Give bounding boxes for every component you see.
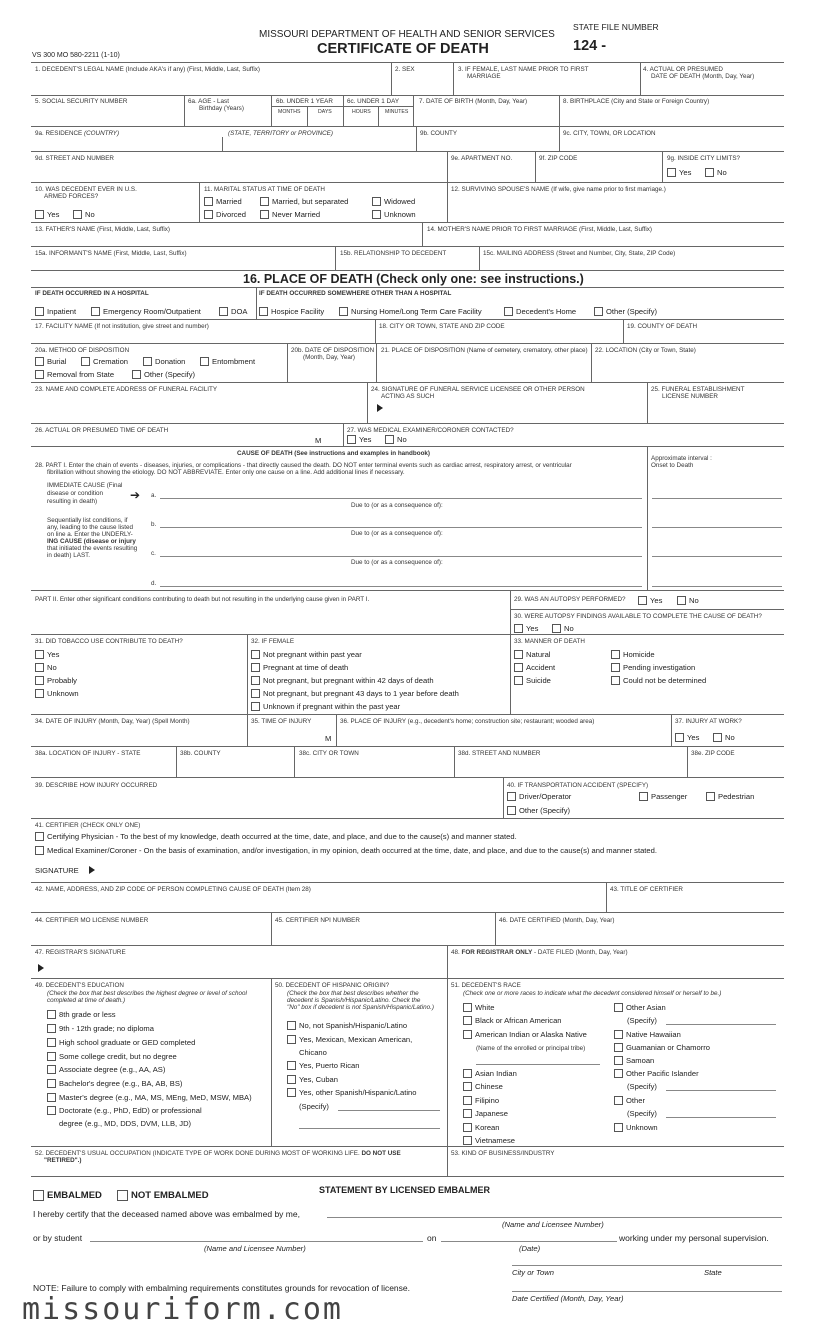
tobacco-probably[interactable]: Probably: [35, 676, 77, 685]
race-american-indian[interactable]: American Indian or Alaska Native: [463, 1030, 587, 1039]
field-20b-label-2: (Month, Day, Year): [303, 354, 356, 361]
field-5-label: 5. SOCIAL SECURITY NUMBER: [35, 98, 128, 105]
state-file-number-label: STATE FILE NUMBER: [573, 22, 659, 32]
disposition-burial[interactable]: Burial: [35, 357, 66, 366]
field-23-label: 23. NAME AND COMPLETE ADDRESS OF FUNERAL FACILITY: [35, 386, 218, 393]
field-3-label: 3. IF FEMALE, LAST NAME PRIOR TO FIRST: [458, 66, 589, 73]
sequential-label-3: on line a. Enter the UNDERLY-: [47, 531, 133, 538]
field-9d-label: 9d. STREET AND NUMBER: [35, 155, 114, 162]
hispanic-mexican[interactable]: Yes, Mexican, Mexican American,: [287, 1035, 412, 1044]
injury-time-meridian: M: [325, 734, 332, 743]
pregnant-at-death[interactable]: Pregnant at time of death: [251, 663, 348, 672]
field-38d-label: 38d. STREET AND NUMBER: [458, 750, 541, 757]
transport-pedestrian[interactable]: Pedestrian: [706, 792, 754, 801]
field-12-label: 12. SURVIVING SPOUSE'S NAME (If wife, give name prior to first marriage.): [451, 186, 666, 193]
field-14-label: 14. MOTHER'S NAME PRIOR TO FIRST MARRIAGE (First, Middle, Last, Suffix): [427, 226, 653, 233]
marital-married[interactable]: Married: [204, 197, 242, 206]
field-24-label: 24. SIGNATURE OF FUNERAL SERVICE LICENSEE OR OTHER PERSON: [371, 386, 585, 393]
field-50-label: 50. DECEDENT OF HISPANIC ORIGIN?: [275, 982, 390, 989]
field-32-label: 32. IF FEMALE: [251, 638, 295, 645]
field-49-label: 49. DECEDENT'S EDUCATION: [35, 982, 124, 989]
line-b-label: b.: [151, 521, 157, 528]
edu-master[interactable]: Master's degree (e.g., MA, MS, MEng, MeD, MSW, MBA): [47, 1093, 252, 1102]
embalmed-checkbox[interactable]: EMBALMED: [33, 1190, 102, 1201]
date-caption: (Date): [519, 1244, 541, 1253]
field-19-label: 19. COUNTY OF DEATH: [627, 323, 698, 330]
field-4-label: 4. ACTUAL OR PRESUMED: [643, 66, 723, 73]
race-filipino[interactable]: Filipino: [463, 1096, 499, 1105]
race-other-pacific[interactable]: Other Pacific Islander: [614, 1069, 699, 1078]
disposition-cremation[interactable]: Cremation: [81, 357, 128, 366]
hospital-label: IF DEATH OCCURRED IN A HOSPITAL: [35, 290, 149, 297]
field-11-label: 11. MARITAL STATUS AT TIME OF DEATH: [204, 186, 325, 193]
field-53-label: 53. KIND OF BUSINESS/INDUSTRY: [451, 1150, 555, 1157]
marital-separated[interactable]: Married, but separated: [260, 197, 348, 206]
by-student-text: or by student: [33, 1233, 83, 1243]
field-47-label: 47. REGISTRAR'S SIGNATURE: [35, 949, 126, 956]
field-41-label: 41. CERTIFIER (CHECK ONLY ONE): [35, 822, 141, 829]
part-1-instructions: 28. PART I. Enter the chain of events - diseases, injuries, or complications - that directly caused the death. DO NOT enter terminal events such as cardiac arrest, respiratory arrest, or ventricular: [35, 462, 572, 469]
not-pregnant[interactable]: Not pregnant within past year: [251, 650, 362, 659]
injury-work-no[interactable]: No: [713, 733, 735, 742]
signature-label: SIGNATURE: [35, 866, 79, 875]
field-43-label: 43. TITLE OF CERTIFIER: [610, 886, 683, 893]
race-other-asian-specify: (Specify): [627, 1016, 657, 1025]
field-1-label: 1. DECEDENT'S LEGAL NAME (Include AKA's if any) (First, Middle, Last, Suffix): [35, 66, 260, 73]
edu-some-college[interactable]: Some college credit, but no degree: [47, 1052, 177, 1061]
form-id: VS 300 MO 580-2211 (1-10): [32, 52, 120, 59]
field-31-label: 31. DID TOBACCO USE CONTRIBUTE TO DEATH?: [35, 638, 183, 645]
field-4-label-2: DATE OF DEATH (Month, Day, Year): [651, 73, 755, 80]
edu-8th-grade[interactable]: 8th grade or less: [47, 1010, 116, 1019]
field-20b-label: 20b. DATE OF DISPOSITION: [291, 347, 375, 354]
field-45-label: 45. CERTIFIER NPI NUMBER: [275, 917, 360, 924]
date-certified-caption: Date Certified (Month, Day, Year): [512, 1294, 624, 1303]
part-1-instructions-2: fibrillation without showing the etiology. DO NOT ABBREVIATE. Enter only one cause on a line. Add additional lines if necessary.: [47, 469, 405, 476]
place-inpatient[interactable]: Inpatient: [35, 307, 76, 316]
time-meridian-label: M: [315, 436, 322, 445]
field-46-label: 46. DATE CERTIFIED (Month, Day, Year): [499, 917, 615, 924]
coroner-no[interactable]: No: [385, 435, 407, 444]
race-pacific-specify: (Specify): [627, 1082, 657, 1091]
field-30-label: 30. WERE AUTOPSY FINDINGS AVAILABLE TO COMPLETE THE CAUSE OF DEATH?: [514, 613, 762, 620]
hispanic-no[interactable]: No, not Spanish/Hispanic/Latino: [287, 1021, 407, 1030]
department-name: MISSOURI DEPARTMENT OF HEALTH AND SENIOR SERVICES: [259, 29, 555, 40]
field-9e-label: 9e. APARTMENT NO.: [451, 155, 513, 162]
race-tribe-label: (Name of the enrolled or principal tribe): [476, 1045, 586, 1052]
field-52-label: 52. DECEDENT'S USUAL OCCUPATION (INDICATE TYPE OF WORK DONE DURING MOST OF WORKING LIFE. DO NOT USE: [35, 1150, 401, 1157]
due-to-c: Due to (or as a consequence of):: [351, 559, 443, 566]
transport-other[interactable]: Other (Specify): [507, 806, 570, 815]
certifier-physician[interactable]: Certifying Physician - To the best of my knowledge, death occurred at the time, date, and place, and due to the cause(s) and manner stated.: [35, 832, 517, 841]
place-other[interactable]: Other (Specify): [594, 307, 657, 316]
field-49-instr-2: completed at time of death.): [47, 997, 126, 1004]
field-21-label: 21. PLACE OF DISPOSITION (Name of cemetery, crematory, other place): [381, 347, 588, 354]
sequential-label-4: ING CAUSE (disease or injury: [47, 538, 136, 545]
race-samoan[interactable]: Samoan: [614, 1056, 654, 1065]
race-guamanian[interactable]: Guamanian or Chamorro: [614, 1043, 710, 1052]
other-place-label: IF DEATH OCCURRED SOMEWHERE OTHER THAN A HOSPITAL: [259, 290, 452, 297]
field-9c-label: 9c. CITY, TOWN, OR LOCATION: [563, 130, 656, 137]
sequential-label-5: that initiated the events resulting: [47, 545, 138, 552]
hours-label: HOURS: [352, 109, 371, 115]
line-d-label: d.: [151, 580, 157, 587]
field-7-label: 7. DATE OF BIRTH (Month, Day, Year): [419, 98, 528, 105]
manner-natural[interactable]: Natural: [514, 650, 550, 659]
field-52-label-2: "RETIRED".): [44, 1157, 82, 1164]
field-10-label-2: ARMED FORCES?: [44, 193, 99, 200]
field-27-label: 27. WAS MEDICAL EXAMINER/CORONER CONTACTED?: [347, 427, 514, 434]
field-39-label: 39. DESCRIBE HOW INJURY OCCURRED: [35, 782, 158, 789]
field-37-label: 37. INJURY AT WORK?: [675, 718, 742, 725]
arrow-right-icon: ➔: [130, 488, 141, 502]
immediate-cause-label-2: disease or condition: [47, 490, 104, 497]
signature-arrow-icon: [377, 404, 383, 412]
autopsy-no[interactable]: No: [677, 596, 699, 605]
edu-associate[interactable]: Associate degree (e.g., AA, AS): [47, 1065, 165, 1074]
days-label: DAYS: [318, 109, 332, 115]
watermark-logo: missouriform.com: [22, 1292, 343, 1327]
inside-city-yes[interactable]: Yes: [667, 168, 691, 177]
field-6a-label: 6a. AGE - Last: [188, 98, 229, 105]
field-49-instr: (Check the box that best describes the highest degree or level of school: [47, 990, 247, 997]
field-50-instr-3: "No" box if decedent is not Spanish/Hispanic/Latino.): [287, 1004, 434, 1011]
embalmer-certify-text: I hereby certify that the deceased named above was embalmed by me,: [33, 1209, 300, 1219]
coroner-yes[interactable]: Yes: [347, 435, 371, 444]
not-embalmed-checkbox[interactable]: NOT EMBALMED: [117, 1190, 209, 1201]
armed-forces-yes[interactable]: Yes: [35, 210, 59, 219]
tobacco-unknown[interactable]: Unknown: [35, 689, 79, 698]
hispanic-specify: (Specify): [299, 1102, 329, 1111]
inside-city-no[interactable]: No: [705, 168, 727, 177]
tobacco-no[interactable]: No: [35, 663, 57, 672]
field-17-label: 17. FACILITY NAME (If not institution, give street and number): [35, 323, 209, 330]
field-3-label-2: MARRIAGE: [467, 73, 501, 80]
field-26-label: 26. ACTUAL OR PRESUMED TIME OF DEATH: [35, 427, 169, 434]
field-10-label: 10. WAS DECEDENT EVER IN U.S.: [35, 186, 137, 193]
pregnant-42-days[interactable]: Not pregnant, but pregnant within 42 days of death: [251, 676, 434, 685]
place-nursing-home[interactable]: Nursing Home/Long Term Care Facility: [339, 307, 482, 316]
field-9f-label: 9f. ZIP CODE: [539, 155, 578, 162]
armed-forces-no[interactable]: No: [73, 210, 95, 219]
field-51-instr: (Check one or more races to indicate what the decedent considered himself or herself to be.): [463, 990, 722, 997]
transport-passenger[interactable]: Passenger: [639, 792, 687, 801]
place-of-death-heading: 16. PLACE OF DEATH (Check only one: see instructions.): [243, 272, 584, 286]
field-9b-label: 9b. COUNTY: [420, 130, 458, 137]
field-15a-label: 15a. INFORMANT'S NAME (First, Middle, Last, Suffix): [35, 250, 187, 257]
line-a-label: a.: [151, 492, 157, 499]
disposition-removal[interactable]: Removal from State: [35, 370, 114, 379]
field-42-label: 42. NAME, ADDRESS, AND ZIP CODE OF PERSON COMPLETING CAUSE OF DEATH (Item 28): [35, 886, 311, 893]
manner-suicide[interactable]: Suicide: [514, 676, 551, 685]
pregnant-unknown[interactable]: Unknown if pregnant within the past year: [251, 702, 400, 711]
race-white[interactable]: White: [463, 1003, 494, 1012]
edu-doctorate-2: degree (e.g., MD, DDS, DVM, LLB, JD): [59, 1119, 192, 1128]
disposition-entombment[interactable]: Entombment: [200, 357, 255, 366]
field-29-label: 29. WAS AN AUTOPSY PERFORMED?: [514, 596, 626, 603]
field-38a-label: 38a. LOCATION OF INJURY - STATE: [35, 750, 141, 757]
tobacco-yes[interactable]: Yes: [35, 650, 59, 659]
on-text: on: [427, 1233, 437, 1243]
state-caption: State: [704, 1268, 722, 1277]
field-6c-label: 6c. UNDER 1 DAY: [347, 98, 400, 105]
supervision-text: working under my personal supervision.: [619, 1233, 769, 1243]
edu-bachelor[interactable]: Bachelor's degree (e.g., BA, AB, BS): [47, 1079, 182, 1088]
field-50-instr-2: decedent is Spanish/Hispanic/Latino. Check the: [287, 997, 421, 1004]
hispanic-puerto-rican[interactable]: Yes, Puerto Rican: [287, 1061, 360, 1070]
field-24-label-2: ACTING AS SUCH: [381, 393, 435, 400]
field-9g-label: 9g. INSIDE CITY LIMITS?: [667, 155, 741, 162]
state-file-number: 124 -: [573, 38, 607, 54]
line-c-label: c.: [151, 550, 156, 557]
field-38b-label: 38b. COUNTY: [180, 750, 221, 757]
field-34-label: 34. DATE OF INJURY (Month, Day, Year) (Spell Month): [35, 718, 190, 725]
place-hospice[interactable]: Hospice Facility: [259, 307, 324, 316]
field-48-label: 48. FOR REGISTRAR ONLY - DATE FILED (Month, Day, Year): [451, 949, 628, 956]
place-doa[interactable]: DOA: [219, 307, 247, 316]
marital-divorced[interactable]: Divorced: [204, 210, 246, 219]
place-emergency-room[interactable]: Emergency Room/Outpatient: [91, 307, 201, 316]
race-japanese[interactable]: Japanese: [463, 1109, 508, 1118]
manner-undetermined[interactable]: Could not be determined: [611, 676, 706, 685]
edu-doctorate[interactable]: Doctorate (e.g., PhD, EdD) or professional: [47, 1106, 202, 1115]
cause-of-death-heading: CAUSE OF DEATH (See instructions and examples in handbook): [237, 450, 431, 457]
manner-accident[interactable]: Accident: [514, 663, 555, 672]
pregnant-43-days[interactable]: Not pregnant, but pregnant 43 days to 1 year before death: [251, 689, 459, 698]
marital-widowed[interactable]: Widowed: [372, 197, 415, 206]
embalming-note: NOTE: Failure to comply with embalming requirements constitutes grounds for revocation of license.: [33, 1283, 410, 1293]
part-2-label: PART II. Enter other significant conditions contributing to death but not resulting in the underlying cause given in PART I.: [35, 596, 370, 603]
edu-high-school[interactable]: High school graduate or GED completed: [47, 1038, 195, 1047]
marital-unknown[interactable]: Unknown: [372, 210, 416, 219]
field-25-label-2: LICENSE NUMBER: [662, 393, 718, 400]
interval-label-2: Onset to Death: [651, 462, 694, 469]
race-native-hawaiian[interactable]: Native Hawaiian: [614, 1030, 681, 1039]
field-20a-label: 20a. METHOD OF DISPOSITION: [35, 347, 130, 354]
form-title: CERTIFICATE OF DEATH: [317, 41, 489, 57]
sequential-label-6: in death) LAST.: [47, 552, 91, 559]
embalmer-statement-heading: STATEMENT BY LICENSED EMBALMER: [319, 1185, 491, 1195]
field-35-label: 35. TIME OF INJURY: [251, 718, 312, 725]
field-2-label: 2. SEX: [395, 66, 415, 73]
field-36-label: 36. PLACE OF INJURY (e.g., decedent's home; construction site; restaurant; wooded area): [340, 718, 595, 725]
sequential-label: Sequentially list conditions, if: [47, 517, 128, 524]
months-label: MONTHS: [278, 109, 301, 115]
field-15c-label: 15c. MAILING ADDRESS (Street and Number, City, State, ZIP Code): [483, 250, 676, 257]
hispanic-cuban[interactable]: Yes, Cuban: [287, 1075, 338, 1084]
race-unknown[interactable]: Unknown: [614, 1123, 658, 1132]
injury-work-yes[interactable]: Yes: [675, 733, 699, 742]
field-38e-label: 38e. ZIP CODE: [691, 750, 735, 757]
embalmer-name-caption: (Name and Licensee Number): [502, 1220, 604, 1229]
city-caption: City or Town: [512, 1268, 554, 1277]
due-to-a: Due to (or as a consequence of):: [351, 502, 443, 509]
decedent-name-input[interactable]: [35, 76, 387, 93]
student-name-caption: (Name and Licensee Number): [204, 1244, 306, 1253]
field-6b-label: 6b. UNDER 1 YEAR: [276, 98, 333, 105]
field-25-label: 25. FUNERAL ESTABLISHMENT: [651, 386, 745, 393]
field-9a-state-label: (STATE, TERRITORY or PROVINCE): [228, 130, 333, 137]
manner-homicide[interactable]: Homicide: [611, 650, 655, 659]
disposition-other[interactable]: Other (Specify): [132, 370, 195, 379]
minutes-label: MINUTES: [385, 109, 409, 115]
place-decedents-home[interactable]: Decedent's Home: [504, 307, 576, 316]
interval-label: Approximate interval :: [651, 455, 712, 462]
race-korean[interactable]: Korean: [463, 1123, 500, 1132]
findings-no[interactable]: No: [552, 624, 574, 633]
field-44-label: 44. CERTIFIER MO LICENSE NUMBER: [35, 917, 149, 924]
manner-pending[interactable]: Pending investigation: [611, 663, 695, 672]
race-asian-indian[interactable]: Asian Indian: [463, 1069, 517, 1078]
immediate-cause-label: IMMEDIATE CAUSE (Final: [47, 482, 123, 489]
field-8-label: 8. BIRTHPLACE (City and State or Foreign Country): [563, 98, 710, 105]
field-15b-label: 15b. RELATIONSHIP TO DECEDENT: [340, 250, 447, 257]
field-40-label: 40. IF TRANSPORTATION ACCIDENT (SPECIFY): [507, 782, 649, 789]
field-51-label: 51. DECEDENT'S RACE: [451, 982, 521, 989]
certifier-medical-examiner[interactable]: Medical Examiner/Coroner - On the basis of examination, and/or investigation, in my opinion, death occurred at the time, date, and place, and due to the cause(s) and manner stated.: [35, 846, 657, 855]
race-other[interactable]: Other: [614, 1096, 645, 1105]
field-50-instr: (Check the box that best describes whether the: [287, 990, 419, 997]
disposition-donation[interactable]: Donation: [143, 357, 185, 366]
race-vietnamese[interactable]: Vietnamese: [463, 1136, 515, 1145]
field-6a-label-2: Birthday (Years): [199, 105, 244, 112]
edu-9-12[interactable]: 9th - 12th grade; no diploma: [47, 1024, 154, 1033]
field-9a-label: 9a. RESIDENCE (COUNTRY): [35, 130, 120, 137]
race-chinese[interactable]: Chinese: [463, 1082, 503, 1091]
field-13-label: 13. FATHER'S NAME (First, Middle, Last, Suffix): [35, 226, 170, 233]
race-other-specify: (Specify): [627, 1109, 657, 1118]
autopsy-yes[interactable]: Yes: [638, 596, 662, 605]
hispanic-other[interactable]: Yes, other Spanish/Hispanic/Latino: [287, 1088, 417, 1097]
field-38c-label: 38c. CITY OR TOWN: [299, 750, 359, 757]
registrar-arrow-icon: [38, 964, 44, 972]
field-18-label: 18. CITY OR TOWN, STATE AND ZIP CODE: [379, 323, 505, 330]
findings-yes[interactable]: Yes: [514, 624, 538, 633]
field-33-label: 33. MANNER OF DEATH: [514, 638, 585, 645]
hispanic-mexican-2: Chicano: [299, 1048, 327, 1057]
sequential-label-2: any, leading to the cause listed: [47, 524, 133, 531]
marital-never-married[interactable]: Never Married: [260, 210, 320, 219]
immediate-cause-label-3: resulting in death): [47, 498, 98, 505]
race-black[interactable]: Black or African American: [463, 1016, 562, 1025]
field-22-label: 22. LOCATION (City or Town, State): [595, 347, 696, 354]
due-to-b: Due to (or as a consequence of):: [351, 530, 443, 537]
signature-arrow-icon-2: [89, 866, 95, 874]
race-other-asian[interactable]: Other Asian: [614, 1003, 666, 1012]
transport-driver[interactable]: Driver/Operator: [507, 792, 571, 801]
